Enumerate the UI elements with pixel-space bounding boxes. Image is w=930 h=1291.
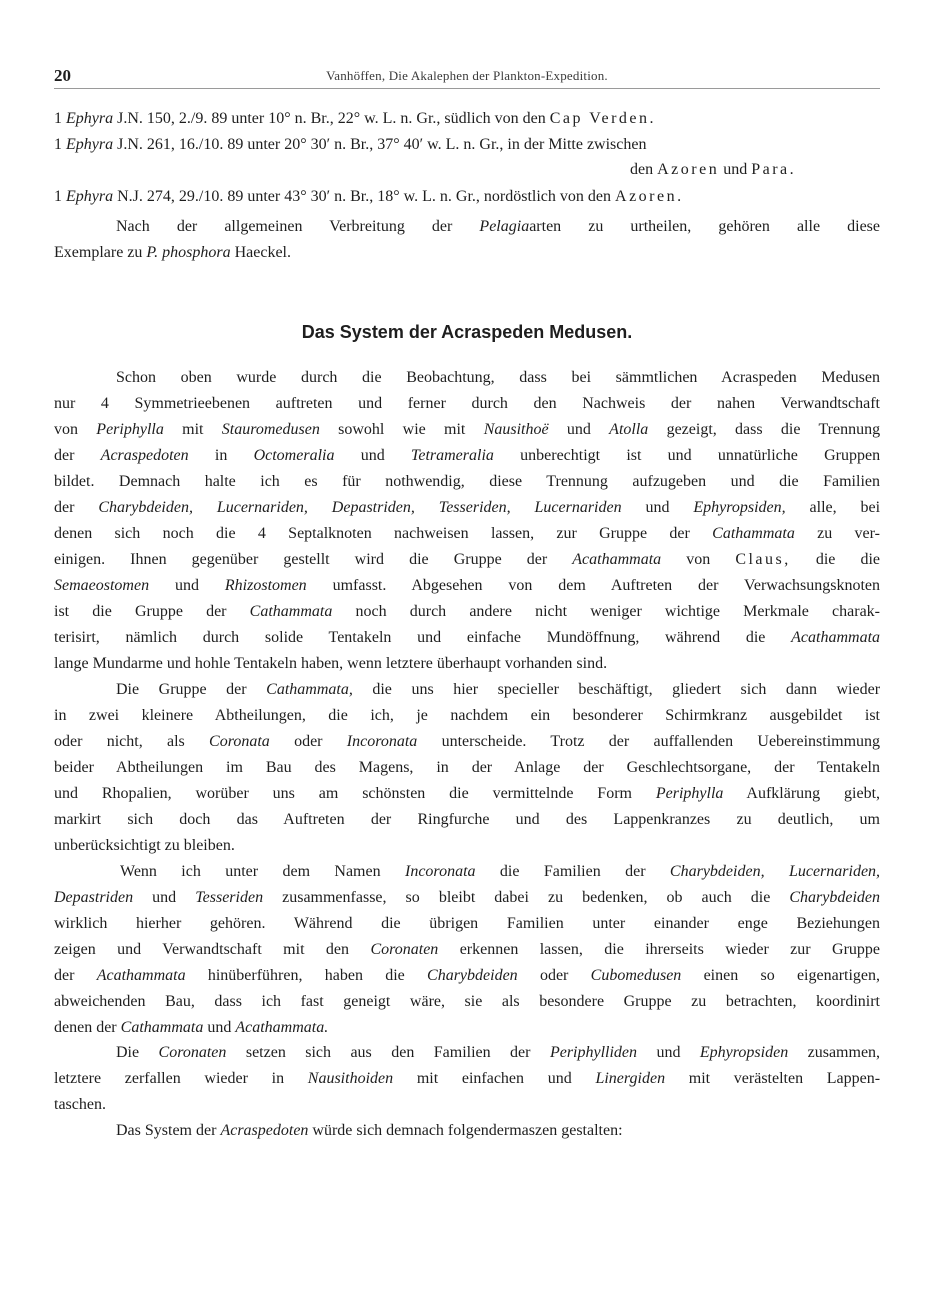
text-run: in (214, 447, 228, 464)
text-line: bildet. Demnach halte ich es für nothwendig, diese Trennung aufzugeben und die Familien (54, 473, 880, 490)
italic-term: Incoronata (405, 863, 476, 880)
italic-term: Rhizostomen (224, 577, 307, 594)
text-run: von (54, 421, 78, 438)
text-run: oder nicht, als (54, 733, 185, 750)
italic-term: P. phosphora (146, 244, 231, 261)
italic-term: Ephyropsiden (699, 1044, 789, 1061)
italic-term: Atolla (609, 421, 649, 438)
text-run: oder (539, 967, 569, 984)
italic-term: Ephyra (66, 136, 114, 153)
text-run: Aufklärung giebt, (746, 785, 880, 802)
text-run: denen sich noch die 4 Septalknoten nachweisen lassen, zur Gruppe der (54, 525, 690, 542)
text-run: zu ver- (817, 525, 880, 542)
italic-term: Linergiden (595, 1070, 666, 1087)
text-line: nur 4 Symmetrieebenen auftreten und ferner durch den Nachweis der nahen Verwandtschaft (54, 395, 880, 412)
text-run: und Rhopalien, worüber uns am schönsten die vermittelnde Form (54, 785, 632, 802)
text-run: Haeckel. (234, 244, 291, 261)
text-run: und (175, 577, 199, 594)
text-run: Azoren (657, 161, 720, 178)
text-run: hinüberführen, haben die (207, 967, 405, 984)
italic-term: Pelagia (479, 218, 530, 235)
running-header (54, 60, 880, 89)
italic-term: Tesseriden (195, 889, 264, 906)
text-run: Nach der allgemeinen Verbreitung der (116, 218, 453, 235)
intro-paragraph (54, 214, 880, 266)
italic-term: Periphylliden (549, 1044, 638, 1061)
text-run: J.N. 261, 16./10. 89 unter 20° 30′ n. Br., 37° 40′ w. L. n. Gr., in der Mitte zwischen (117, 136, 647, 153)
text-line (54, 214, 880, 240)
text-run (630, 158, 796, 182)
italic-term: Ephyra (66, 188, 114, 205)
text-line (54, 1066, 880, 1092)
text-run: Das System der (116, 1122, 217, 1139)
text-run: 1 (54, 188, 62, 205)
text-run: erkennen lassen, die ihrerseits wieder zur Gruppe (459, 941, 880, 958)
italic-term: Coronaten (158, 1044, 227, 1061)
text-run: unterscheide. Trotz der auffallenden Uebereinstimmung (441, 733, 880, 750)
text-line: taschen. (54, 1096, 106, 1113)
text-run: von (686, 551, 711, 568)
italic-term: Coronata (209, 733, 270, 750)
text-line: in zwei kleinere Abtheilungen, die ich, je nachdem ein besonderer Schirmkranz ausgebildet ist (54, 707, 880, 724)
text-line (54, 521, 880, 547)
text-run: die uns hier specieller beschäftigt, gliedert sich dann wieder (372, 681, 880, 698)
text-line: beider Abtheilungen im Bau des Magens, in der Anlage der Geschlechtsorgane, der Tentakeln (54, 759, 880, 776)
text-run: und (656, 1044, 681, 1061)
italic-term: Ephyra (66, 110, 114, 127)
text-line (54, 443, 880, 469)
italic-term: Charybdeiden (789, 889, 880, 906)
italic-term: Cathammata, (266, 681, 353, 698)
text-line (54, 937, 880, 963)
italic-term: Cubomedusen (590, 967, 682, 984)
text-run: setzen sich aus den Familien der (245, 1044, 531, 1061)
text-run: einigen. Ihnen gegenüber gestellt wird die Gruppe der (54, 551, 548, 568)
italic-term: Coronaten (370, 941, 439, 958)
text-line (54, 859, 880, 885)
text-line: wirklich hierher gehören. Während die übrigen Familien unter einander enge Beziehungen (54, 915, 880, 932)
text-run: gezeigt, dass die Trennung (666, 421, 880, 438)
text-run: und (152, 889, 177, 906)
text-run: die die (815, 551, 880, 568)
text-run: der (54, 499, 75, 516)
text-run: mit (182, 421, 204, 438)
italic-term: Stauromedusen (221, 421, 320, 438)
text-run: der (54, 967, 75, 984)
italic-term: Charybdeiden (427, 967, 518, 984)
text-run: alle, bei (809, 499, 880, 516)
text-run: und (723, 161, 748, 178)
italic-term: Cathammata (120, 1019, 204, 1036)
text-run: zusammen, (807, 1044, 880, 1061)
text-line (54, 1015, 880, 1041)
section-title: Das System der Acraspeden Medusen. (301, 322, 633, 342)
text-line: unberücksichtigt zu bleiben. (54, 837, 235, 854)
text-run: 1 (54, 136, 62, 153)
text-run: mit verästelten Lappen- (688, 1070, 880, 1087)
text-line (54, 573, 880, 599)
italic-term: Octomeralia (253, 447, 335, 464)
italic-term: Acathammata (96, 967, 186, 984)
italic-term: Cathammata (249, 603, 333, 620)
italic-term: Acathammata. (235, 1019, 329, 1036)
text-run: umfasst. Abgesehen von dem Auftreten der Verwachsungsknoten (332, 577, 880, 594)
italic-term: Periphylla (655, 785, 724, 802)
text-run: unberechtigt ist und unnatürliche Gruppen (520, 447, 880, 464)
text-run: J.N. 150, 2./9. 89 unter 10° n. Br., 22° w. L. n. Gr., südlich von den (117, 110, 546, 127)
text-run: einen so eigenartigen, (703, 967, 880, 984)
text-line (54, 547, 880, 573)
text-run: noch durch andere nicht weniger wichtige Merkmale charak- (355, 603, 880, 620)
text-run: Exemplare zu (54, 244, 143, 261)
italic-term: Acraspedoten (220, 1122, 309, 1139)
text-line (54, 625, 880, 651)
text-line (54, 677, 880, 703)
text-run: Cap Verden. (549, 110, 657, 127)
text-line (54, 729, 880, 755)
italic-term: Acraspedoten (100, 447, 189, 464)
text-run: und (360, 447, 385, 464)
text-run: und (207, 1019, 232, 1036)
text-line: markirt sich doch das Auftreten der Ringfurche und des Lappenkranzes zu deutlich, um (54, 811, 880, 828)
text-run: zeigen und Verwandtschaft mit den (54, 941, 350, 958)
text-run: würde sich demnach folgendermaszen gestalten: (312, 1122, 623, 1139)
paragraph-4 (54, 1040, 880, 1118)
text-run: ist die Gruppe der (54, 603, 227, 620)
text-run: sowohl wie mit (338, 421, 466, 438)
text-run: oder (294, 733, 323, 750)
specimen-record-3 (54, 185, 880, 209)
italic-term: Semaeostomen (54, 577, 150, 594)
text-run: und (566, 421, 591, 438)
paragraph-3 (54, 859, 880, 1041)
specimen-record-2 (54, 133, 880, 157)
text-run: terisirt, nämlich durch solide Tentakeln und einfache Mundöffnung, während die (54, 629, 766, 646)
text-run: den (630, 161, 654, 178)
italic-term: Depastriden (54, 889, 134, 906)
text-line (54, 417, 880, 443)
text-run: die Familien der (499, 863, 646, 880)
text-run: der (54, 447, 75, 464)
text-line (54, 1118, 880, 1144)
paragraph-5 (54, 1118, 880, 1144)
text-run: und (645, 499, 670, 516)
text-run: Wenn ich unter dem Namen (120, 863, 381, 880)
italic-term: Periphylla (96, 421, 164, 438)
text-line (54, 1040, 880, 1066)
text-line: abweichenden Bau, dass ich fast geneigt wäre, sie als besondere Gruppe zu betrachten, koordinirt (54, 993, 880, 1010)
text-run: N.J. 274, 29./10. 89 unter 43° 30′ n. Br., 18° w. L. n. Gr., nordöstlich von den (117, 188, 612, 205)
text-run: mit einfachen und (416, 1070, 572, 1087)
italic-term: Acathammata (791, 629, 880, 646)
text-line (54, 240, 880, 266)
italic-term: Charybdeiden, Lucernariden, Depastriden, Tesseriden, Lucernariden (98, 499, 622, 516)
text-line (54, 599, 880, 625)
italic-term: Incoronata (346, 733, 418, 750)
text-run: Claus, (735, 551, 791, 568)
italic-term: Nausithoë (483, 421, 549, 438)
italic-term: Ephyropsiden, (693, 499, 786, 516)
text-line (54, 495, 880, 521)
text-line: Schon oben wurde durch die Beobachtung, dass bei sämmtlichen Acraspeden Medusen (116, 369, 880, 386)
text-line: lange Mundarme und hohle Tentakeln haben, wenn letztere überhaupt vorhanden sind. (54, 655, 608, 672)
text-line (54, 885, 880, 911)
italic-term: Tetrameralia (410, 447, 494, 464)
running-title: Vanhöffen, Die Akalephen der Plankton-Expedition. (326, 68, 608, 83)
text-run: Die (116, 1044, 140, 1061)
italic-term: Charybdeiden, Lucernariden, (669, 863, 880, 880)
italic-term: Nausithoiden (307, 1070, 394, 1087)
italic-term: Cathammata (712, 525, 795, 542)
text-line (54, 963, 880, 989)
text-run: Para. (751, 161, 797, 178)
text-run: arten zu urtheilen, gehören alle diese (529, 218, 880, 235)
text-run: letztere zerfallen wieder in (54, 1070, 285, 1087)
text-run: zusammenfasse, so bleibt dabei zu bedenken, ob auch die (282, 889, 771, 906)
text-run: Die Gruppe der (116, 681, 247, 698)
specimen-record-1 (54, 107, 880, 131)
text-run: denen der (54, 1019, 117, 1036)
text-run: 1 (54, 110, 62, 127)
page-number: 20 (54, 66, 71, 85)
italic-term: Acathammata (572, 551, 662, 568)
paragraph-2 (54, 677, 880, 859)
paragraph-1 (54, 365, 880, 677)
text-line (54, 781, 880, 807)
text-run: Azoren. (615, 188, 684, 205)
